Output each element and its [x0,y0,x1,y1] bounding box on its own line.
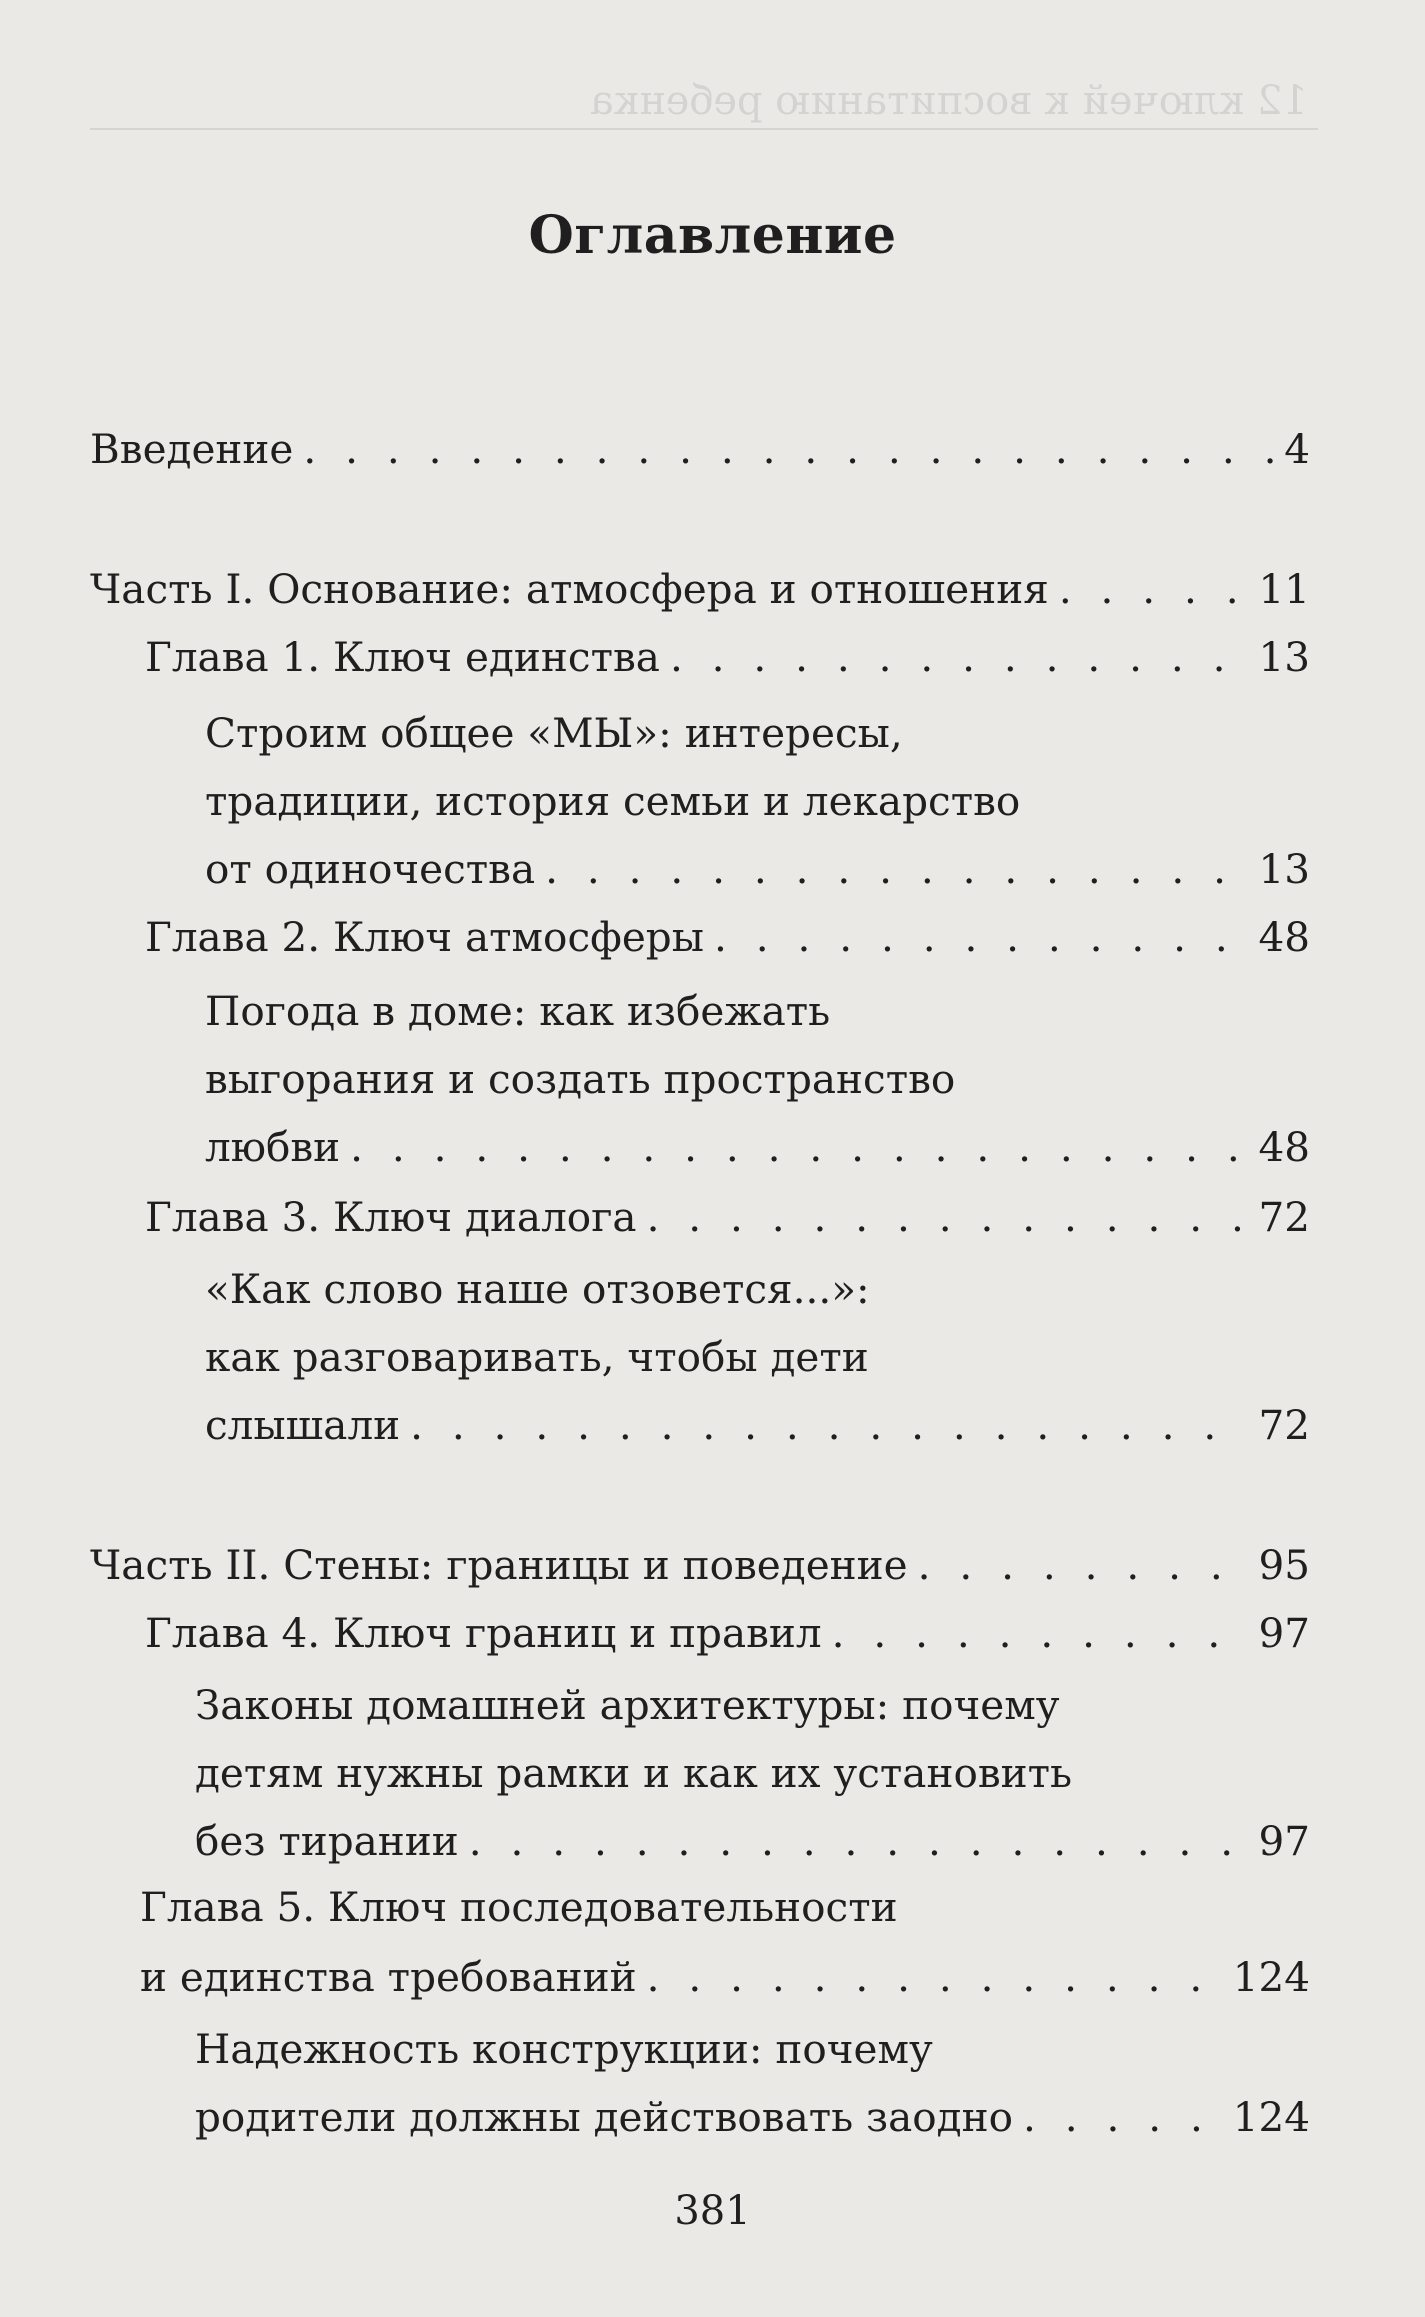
toc-entry-label: родители должны действовать заодно [195,2093,1013,2141]
toc-entry-label: без тирании [195,1817,459,1865]
toc-entry-page: 97 [1258,1817,1310,1865]
toc-entry-page: 11 [1258,565,1310,613]
bleed-through-rule [90,128,1318,130]
dot-leader [410,1391,1248,1459]
toc-entry-chapter-4[interactable] [145,1599,1310,1667]
toc-entry-label: слышали [205,1401,401,1449]
bleed-through-header: 12 ключей к воспитанию ребенка [590,78,1308,124]
toc-entry-introduction[interactable] [90,415,1310,483]
page-title: Оглавление [528,205,897,266]
toc-entry-page: 97 [1258,1609,1310,1657]
toc-entry-label: и единства требований [140,1953,637,2001]
toc-entry-label: любви [205,1123,341,1171]
dot-leader [1023,2083,1223,2151]
dot-leader [647,1183,1249,1251]
toc-entry-line: Строим общее «МЫ»: интересы, [205,709,903,757]
toc-entry-line: Надежность конструкции: почему [195,2025,933,2073]
dot-leader [1059,555,1249,623]
toc-entry-label: Глава 2. Ключ атмосферы [145,913,704,961]
toc-entry-label: Часть II. Стены: границы и поведение [90,1541,908,1589]
page-number: 381 [674,2188,751,2234]
toc-entry-page: 72 [1258,1401,1310,1449]
toc-entry-section-5-1[interactable] [195,2083,1310,2151]
toc-entry-chapter-2[interactable] [145,903,1310,971]
dot-leader [303,415,1274,483]
toc-entry-page: 48 [1258,913,1310,961]
toc-entry-label: от одиночества [205,845,536,893]
toc-entry-line: Погода в доме: как избежать [205,987,831,1035]
toc-entry-chapter-3[interactable] [145,1183,1310,1251]
toc-entry-page: 4 [1284,425,1310,473]
toc-entry-line: выгорания и создать пространство [205,1055,956,1103]
toc-entry-line: Законы домашней архитектуры: почему [195,1681,1060,1729]
toc-entry-page: 124 [1232,1953,1310,2001]
toc-entry-line: «Как слово наше отзовется...»: [205,1265,870,1313]
toc-entry-line: Глава 5. Ключ последовательности [140,1883,898,1931]
dot-leader [714,903,1249,971]
dot-leader [545,835,1248,903]
toc-entry-line: традиции, история семьи и лекарство [205,777,1021,825]
toc-entry-section-3-1[interactable] [205,1391,1310,1459]
toc-entry-page: 13 [1258,633,1310,681]
toc-entry-label: Часть I. Основание: атмосфера и отношения [90,565,1049,613]
dot-leader [647,1943,1223,2011]
dot-leader [670,623,1249,691]
toc-entry-page: 48 [1258,1123,1310,1171]
toc-entry-chapter-1[interactable] [145,623,1310,691]
dot-leader [918,1531,1249,1599]
dot-leader [832,1599,1249,1667]
dot-leader [350,1113,1248,1181]
toc-entry-line: как разговаривать, чтобы дети [205,1333,869,1381]
toc-entry-label: Глава 3. Ключ диалога [145,1193,637,1241]
toc-entry-chapter-5[interactable] [140,1943,1310,2011]
toc-entry-page: 95 [1258,1541,1310,1589]
toc-entry-page: 72 [1258,1193,1310,1241]
toc-entry-section-4-1[interactable] [195,1807,1310,1875]
toc-entry-label: Введение [90,425,294,473]
toc-entry-page: 124 [1232,2093,1310,2141]
toc-entry-page: 13 [1258,845,1310,893]
toc-entry-line: детям нужны рамки и как их установить [195,1749,1073,1797]
toc-entry-part-1[interactable] [90,555,1310,623]
toc-entry-label: Глава 4. Ключ границ и правил [145,1609,822,1657]
toc-entry-label: Глава 1. Ключ единства [145,633,660,681]
toc-entry-section-1-1[interactable] [205,835,1310,903]
dot-leader [469,1807,1249,1875]
toc-entry-part-2[interactable] [90,1531,1310,1599]
toc-entry-section-2-1[interactable] [205,1113,1310,1181]
